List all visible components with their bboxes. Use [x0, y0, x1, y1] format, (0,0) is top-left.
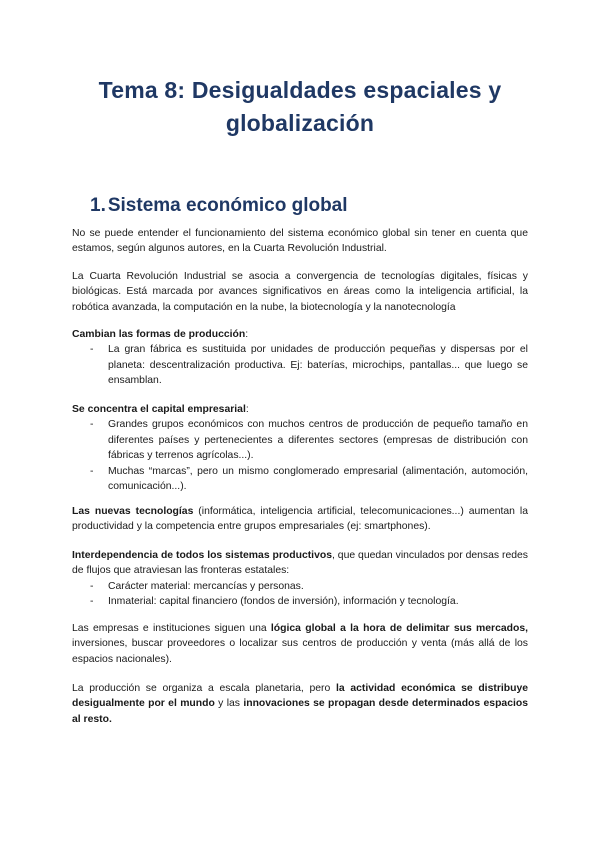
bullet-dash: - [90, 419, 94, 431]
list-item [72, 464, 528, 495]
tecnologias-rest: (informática, inteligencia artificial, telecomunicaciones...) aumentan la productividad y la competencia entre grupos empresariales (ej: smartphones). [72, 506, 528, 533]
section-heading [90, 194, 348, 218]
produccion-heading: Cambian las formas de producción [72, 329, 246, 340]
paragraph-tecnologias [72, 504, 528, 535]
list-item-text: Muchas “marcas”, pero un mismo conglomerado empresarial (alimentación, automoción, comunicación...). [108, 465, 528, 493]
bullet-dash: - [90, 596, 94, 608]
list-item-text: Grandes grupos económicos con muchos centros de producción de pequeño tamaño en diferentes países y pertenecientes a diferentes sectores (empresas de distribución con fábricas y terrenos agrícolas...). [108, 419, 528, 462]
list-item [72, 417, 528, 463]
page-title [72, 74, 528, 140]
list-item-text: Carácter material: mercancías y personas. [108, 580, 304, 592]
bullet-dash: - [90, 344, 94, 356]
paragraph-intro: No se puede entender el funcionamiento del sistema económico global sin tener en cuenta que estamos, según algunos autores, en la Cuarta Revolución Industrial. [72, 228, 528, 255]
section-heading-text: Sistema económico global [107, 195, 348, 216]
list-item [72, 594, 528, 609]
list-item-text: La gran fábrica es sustituida por unidades de producción pequeñas y dispersas por el planeta: descentralización productiva. Ej: baterías, microchips, pantallas... que luego se ensamblan. [108, 344, 528, 387]
interdependencia-bold: Interdependencia de todos los sistemas productivos [72, 550, 332, 561]
block-interdependencia [72, 548, 528, 610]
paragraph-final [72, 681, 528, 727]
tecnologias-bold: Las nuevas tecnologías [72, 506, 194, 517]
produccion-heading-line [72, 327, 528, 342]
capital-list [72, 417, 528, 494]
capital-heading: Se concentra el capital empresarial [72, 404, 246, 415]
list-item-text: Inmaterial: capital financiero (fondos de inversión), información y tecnología. [108, 596, 459, 608]
capital-colon: : [245, 404, 249, 415]
list-item [72, 579, 528, 594]
page-title-line-1: Tema 8: Desigualdades espaciales y [98, 77, 502, 103]
paragraph-cuarta-revolucion: La Cuarta Revolución Industrial se asocia a convergencia de tecnologías digitales, físicas y biológicas. Está marcada por avances significativos en áreas como la inteligencia artificial, la robótica avanzada, la computación en la nube, la biotecnología y la nanotecnología [72, 271, 528, 313]
logica-bold: lógica global a la hora de delimitar sus mercados, [270, 623, 528, 634]
paragraph-logica-global [72, 621, 528, 667]
block-capital [72, 402, 528, 494]
list-item [72, 342, 528, 388]
block-produccion [72, 327, 528, 389]
final-mid: y las [214, 698, 244, 710]
final-bold-2: innovaciones se propagan desde determinados espacios al resto. [72, 698, 528, 725]
logica-rest: inversiones, buscar proveedores o localizar sus centros de producción y venta (más allá de los espacios nacionales). [72, 638, 528, 665]
page-title-line-2: globalización [225, 110, 375, 136]
bullet-dash: - [90, 465, 94, 477]
section-number: 1. [90, 195, 106, 216]
logica-pre: Las empresas e instituciones siguen una [72, 623, 271, 634]
bullet-dash: - [90, 580, 94, 592]
final-pre: La producción se organiza a escala planetaria, pero [72, 683, 336, 694]
interdependencia-rest: , que quedan vinculados por densas redes de flujos que atraviesan las fronteras estatales: [72, 550, 528, 577]
interdependencia-list [72, 579, 528, 610]
capital-heading-line [72, 402, 528, 417]
final-bold-1: la actividad económica se distribuye desigualmente por el mundo [72, 683, 528, 710]
produccion-colon: : [245, 329, 249, 340]
produccion-list [72, 342, 528, 388]
interdependencia-intro [72, 548, 528, 579]
